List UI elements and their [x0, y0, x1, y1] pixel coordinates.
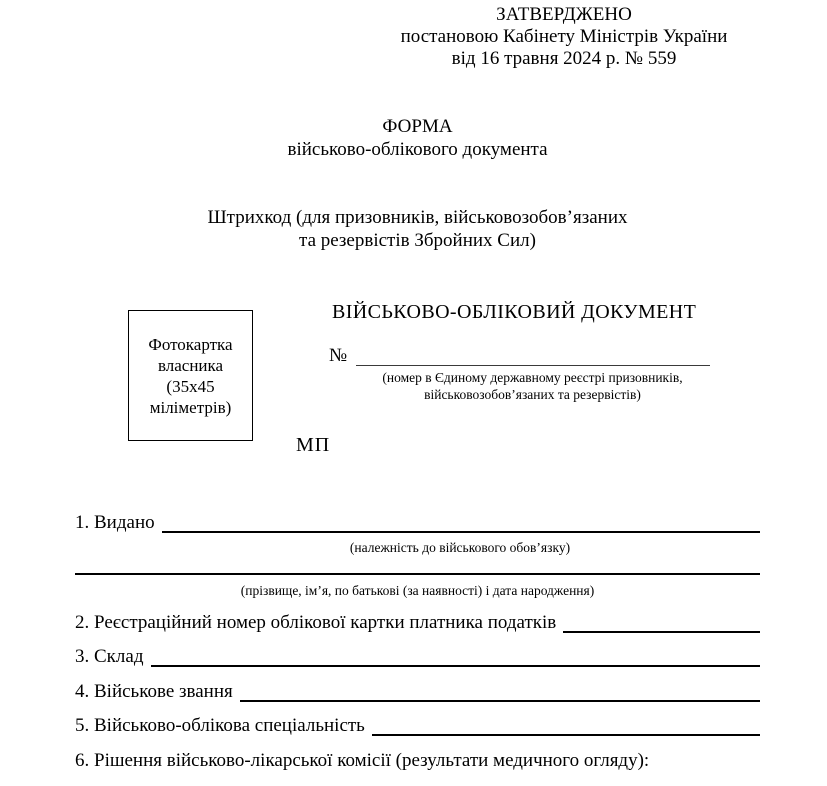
- form-heading-title: ФОРМА: [382, 116, 453, 137]
- field-value-line-military-rank: [240, 681, 760, 702]
- document-number-caption: [355, 369, 710, 403]
- field-value-line-specialty: [372, 715, 760, 736]
- form-fields-section: [75, 512, 760, 771]
- field-value-line-issued: [162, 512, 760, 533]
- document-header-section: [75, 298, 760, 468]
- document-number-caption-line1: (номер в Єдиному державному реєстрі призовників,: [382, 370, 683, 385]
- approval-line-date-number: від 16 травня 2024 р. № 559: [451, 48, 677, 69]
- field-caption-issued: (належність до військового обов’язку): [349, 540, 571, 555]
- field-row-category: [75, 646, 760, 667]
- field-label-military-rank: 4. Військове звання: [75, 681, 233, 702]
- approval-line-resolution: постановою Кабінету Міністрів України: [400, 26, 728, 47]
- approval-block: [368, 4, 760, 70]
- field-value-line-category: [151, 646, 761, 667]
- document-number-label: №: [329, 345, 348, 366]
- field-label-issued: 1. Видано: [75, 512, 155, 533]
- field-row-issued: [75, 512, 760, 533]
- field-value-line-tax-number: [563, 612, 760, 633]
- document-number-value-line: [356, 345, 710, 366]
- field-label-specialty: 5. Військово-облікова спеціальність: [75, 715, 365, 736]
- form-heading-subtitle: військово-облікового документа: [287, 139, 548, 160]
- document-title: ВІЙСЬКОВО-ОБЛІКОВИЙ ДОКУМЕНТ: [332, 301, 697, 323]
- barcode-note: [75, 206, 760, 252]
- field-label-category: 3. Склад: [75, 646, 144, 667]
- approval-line-approved: ЗАТВЕРДЖЕНО: [496, 4, 632, 25]
- field-label-medical-commission: 6. Рішення військово-лікарської комісії (результати медичного огляду):: [75, 750, 650, 771]
- photo-placeholder-line1: Фотокартка: [148, 334, 233, 354]
- form-heading: [75, 115, 760, 161]
- photo-placeholder: [128, 310, 253, 441]
- photo-placeholder-line2: власника: [157, 355, 224, 375]
- field-row-specialty: [75, 715, 760, 736]
- field-value-line-name: [75, 573, 760, 575]
- photo-placeholder-line3: (35x45: [166, 376, 215, 396]
- field-row-tax-number: [75, 612, 760, 633]
- field-caption-name: (прізвище, ім’я, по батькові (за наявності) і дата народження): [240, 583, 595, 598]
- document-number-block: [329, 345, 710, 403]
- photo-placeholder-line4: міліметрів): [149, 397, 232, 417]
- field-row-medical-commission: [75, 750, 760, 771]
- barcode-note-line1: Штрихкод (для призовників, військовозобов’язаних: [207, 207, 628, 228]
- field-row-military-rank: [75, 681, 760, 702]
- barcode-note-line2: та резервістів Збройних Сил): [299, 230, 536, 251]
- field-label-tax-number: 2. Реєстраційний номер облікової картки платника податків: [75, 612, 557, 633]
- stamp-place-label: МП: [296, 434, 331, 456]
- document-number-caption-line2: військовозобов’язаних та резервістів): [424, 387, 641, 402]
